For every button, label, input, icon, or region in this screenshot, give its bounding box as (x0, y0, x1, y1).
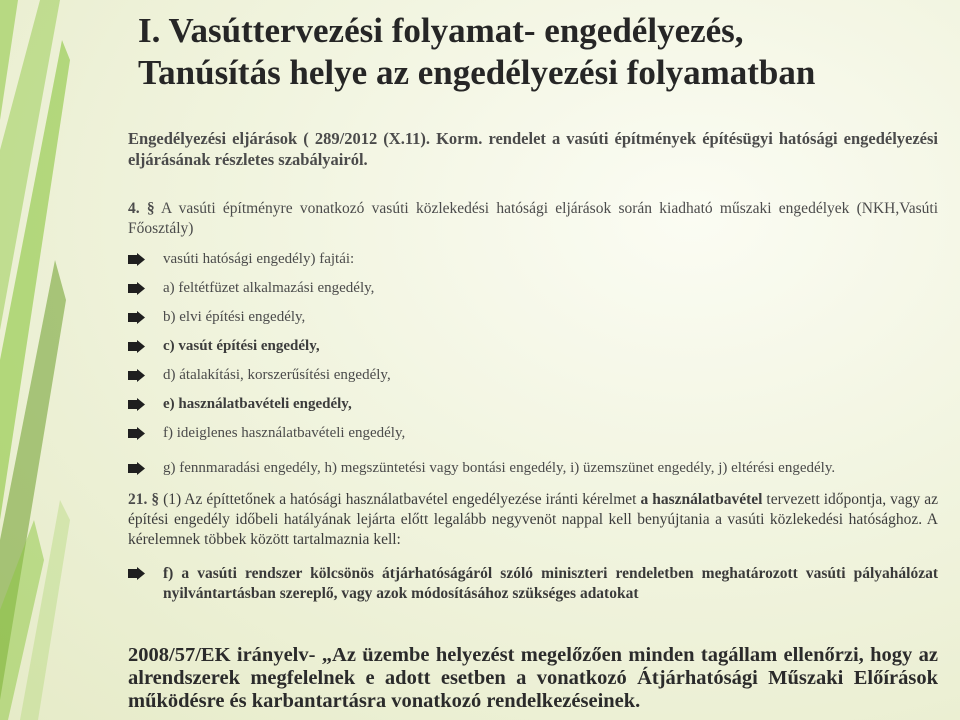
section-21-bold-text: a használatbavétel (640, 491, 763, 508)
list-item-text: f) a vasúti rendszer kölcsönös átjárhatóságáról szóló miniszteri rendeletben meghatározott vasúti pályahálózat nyilvántartásban szereplő, vagy azok módosításához szükséges adatokat (163, 565, 938, 602)
arrow-right-icon (128, 567, 145, 580)
list-item (128, 366, 938, 385)
list-item (128, 395, 938, 414)
section-21-paragraph (128, 490, 938, 550)
section-4-paragraph (128, 199, 938, 239)
slide-title-line1: I. Vasúttervezési folyamat- engedélyezés, (138, 11, 744, 50)
arrow-right-icon (128, 253, 145, 266)
list-item (128, 459, 938, 478)
intro-paragraph: Engedélyezési eljárások ( 289/2012 (X.11). Korm. rendelet a vasúti építmények építésügyi hatósági engedélyezési eljárásának részletes szabályairól. (128, 129, 938, 169)
arrow-right-icon (128, 282, 145, 295)
section-21-number: 21. § (128, 491, 160, 508)
list-item-text: e) használatbavételi engedély, (163, 396, 352, 412)
list-item (128, 424, 938, 443)
arrow-right-icon (128, 369, 145, 382)
slide-body (128, 128, 938, 713)
list-item-text: c) vasút építési engedély, (163, 338, 320, 354)
list-item-text: a) feltétfüzet alkalmazási engedély, (163, 280, 375, 296)
section-4-number: 4. § (128, 200, 155, 217)
directive-paragraph: 2008/57/EK irányelv- „Az üzembe helyezést megelőzően minden tagállam ellenőrzi, hogy az alrendszerek megfelelnek e adott esetben a vonatkozó Átjárhatósági Műszaki Előírások működésre és karbantartásra vonatkozó rendelkezéseinek. (128, 644, 938, 712)
section-21-text-part1: (1) Az építtetőnek a hatósági használatbavétel engedélyezése iránti kérelmet (159, 491, 641, 508)
list-item-text: d) átalakítási, korszerűsítési engedély, (163, 367, 391, 383)
arrow-right-icon (128, 340, 145, 353)
slide-title-line2: Tanúsítás helye az engedélyezési folyamatban (138, 53, 816, 92)
list-item (128, 564, 938, 604)
section-21-text-part2: tervezett időpontja, vagy az építési engedély időbeli hatályának lejárta előtt legalább negyvenöt nappal kell benyújtania a vasúti közlekedési hatósághoz. A kérelemnek többek között tartalmaznia kell: (128, 491, 939, 548)
arrow-right-icon (128, 398, 145, 411)
green-stripe-decoration (0, 0, 70, 720)
slide-title (138, 10, 948, 94)
section-4-text: A vasúti építményre vonatkozó vasúti közlekedési hatósági eljárások során kiadható műszaki engedélyek (NKH,Vasúti Főosztály) (128, 200, 938, 237)
arrow-right-icon (128, 311, 145, 324)
list-item (128, 250, 938, 269)
permit-type-list (128, 250, 938, 478)
list-item (128, 337, 938, 356)
requirement-list (128, 564, 938, 604)
arrow-right-icon (128, 462, 145, 475)
list-item-text: vasúti hatósági engedély) fajtái: (163, 251, 355, 267)
list-item-text: b) elvi építési engedély, (163, 309, 306, 325)
list-item-text: g) fennmaradási engedély, h) megszüntetési vagy bontási engedély, i) üzemszünet engedély, j) eltérési engedély. (163, 460, 836, 476)
list-item (128, 308, 938, 327)
list-item (128, 279, 938, 298)
arrow-right-icon (128, 427, 145, 440)
list-item-text: f) ideiglenes használatbavételi engedély, (163, 425, 406, 441)
